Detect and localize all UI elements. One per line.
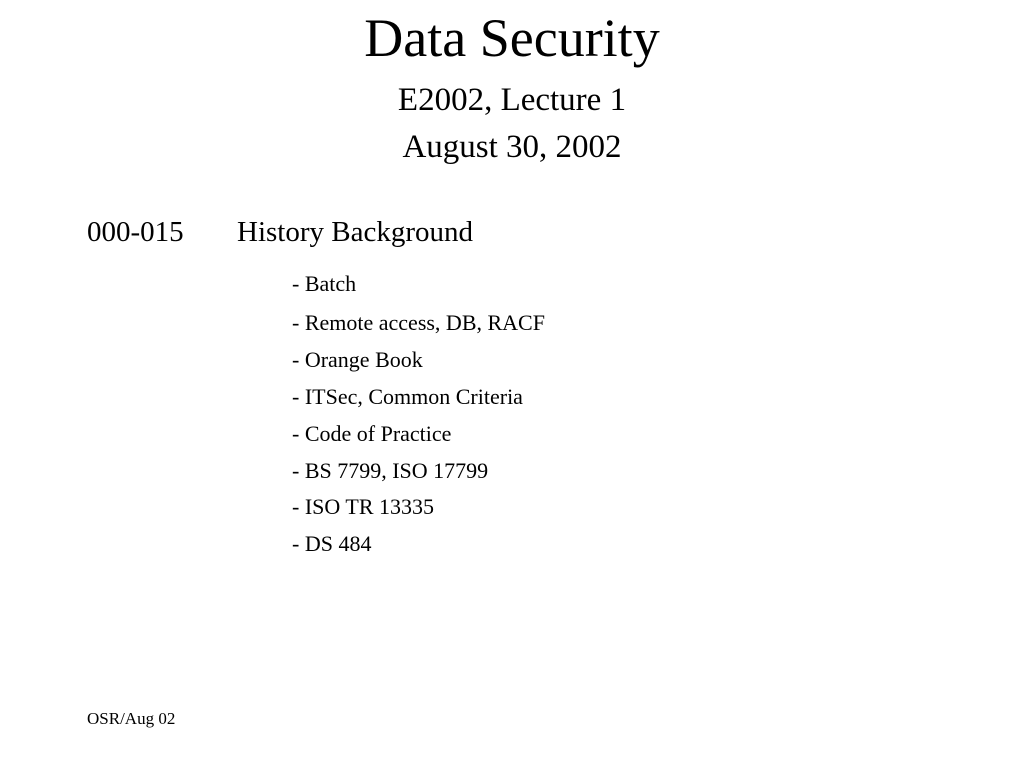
bullet-item: - Code of Practice <box>292 420 452 446</box>
bullet-item: - ITSec, Common Criteria <box>292 383 523 409</box>
bullet-item: - BS 7799, ISO 17799 <box>292 457 489 483</box>
slide-subtitle-course: E2002, Lecture 1 <box>397 82 627 118</box>
section-title: History Background <box>237 216 473 248</box>
bullet-list <box>292 266 545 563</box>
section-code: 000-015 <box>87 216 184 248</box>
slide-subtitle-date: August 30, 2002 <box>402 129 622 165</box>
bullet-item: - ISO TR 13335 <box>292 494 434 520</box>
bullet-item: - DS 484 <box>292 531 372 557</box>
bullet-item: - Batch <box>292 271 357 296</box>
slide-title: Data Security <box>364 8 660 68</box>
bullet-item: - Remote access, DB, RACF <box>292 310 545 335</box>
bullet-item: - Orange Book <box>292 346 423 372</box>
slide-footer: OSR/Aug 02 <box>87 709 176 728</box>
